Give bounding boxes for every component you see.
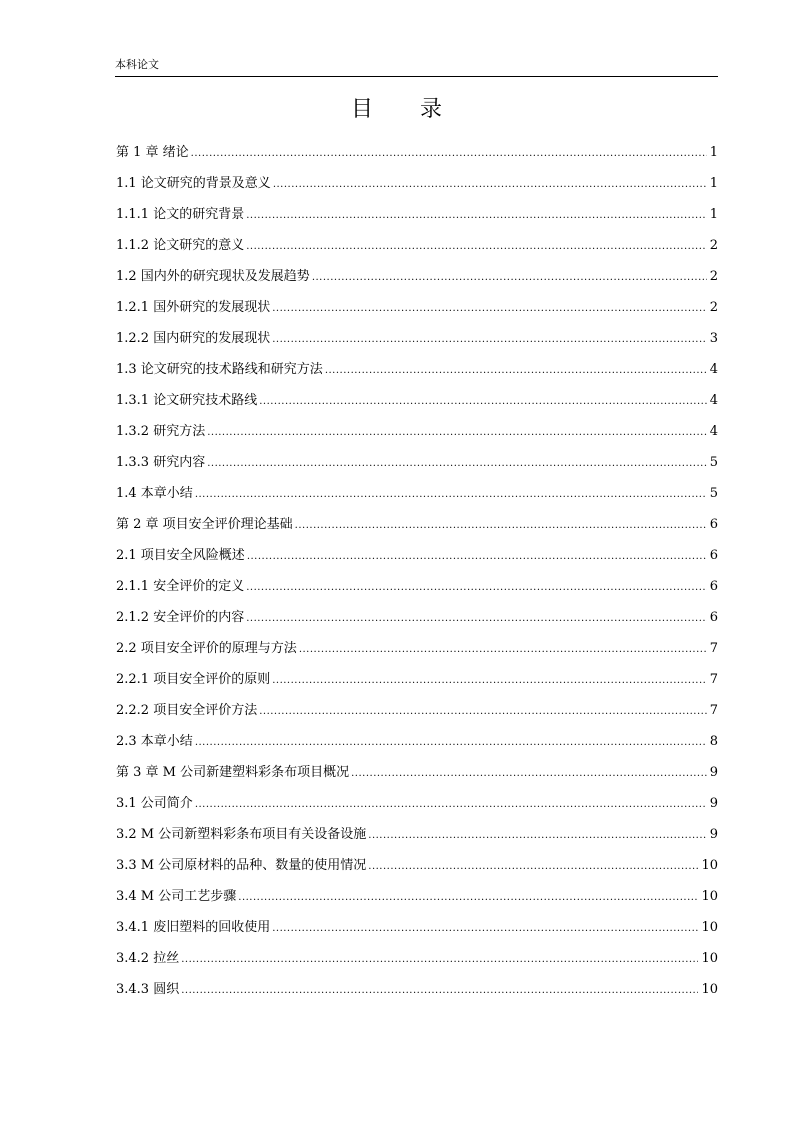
toc-entry-label: 3.2 M 公司新塑料彩条布项目有关设备设施 <box>116 827 367 842</box>
toc-entry[interactable] <box>116 979 718 1010</box>
toc-entry-label: 2.1.2 安全评价的内容 <box>116 610 245 625</box>
toc-leader-dots <box>247 546 707 568</box>
toc-entry-page: 10 <box>701 889 718 904</box>
toc-entry-label: 2.2.2 项目安全评价方法 <box>116 703 258 718</box>
toc-leader-dots <box>368 856 698 878</box>
toc-entry[interactable] <box>116 421 718 452</box>
toc-leader-dots <box>207 453 707 475</box>
toc-entry[interactable] <box>116 266 718 297</box>
toc-title: 目 录 <box>351 97 462 122</box>
toc-entry[interactable] <box>116 173 718 204</box>
toc-entry[interactable] <box>116 514 718 545</box>
toc-leader-dots <box>195 484 707 506</box>
toc-leader-dots <box>272 329 707 351</box>
toc-entry[interactable] <box>116 328 718 359</box>
toc-entry-label: 第 2 章 项目安全评价理论基础 <box>116 517 293 532</box>
toc-entry-page: 2 <box>709 300 718 315</box>
toc-entry-page: 6 <box>709 517 718 532</box>
toc-entry-page: 9 <box>709 827 718 842</box>
toc-leader-dots <box>195 794 707 816</box>
toc-entry-page: 6 <box>709 610 718 625</box>
toc-entry-label: 第 1 章 绪论 <box>116 145 189 160</box>
toc-entry[interactable] <box>116 762 718 793</box>
toc-entry-label: 1.2.2 国内研究的发展现状 <box>116 331 271 346</box>
toc-entry-label: 1.1.2 论文研究的意义 <box>116 238 245 253</box>
toc-leader-dots <box>195 732 707 754</box>
toc-entry[interactable] <box>116 204 718 235</box>
toc-entry[interactable] <box>116 607 718 638</box>
toc-entry-page: 8 <box>709 734 718 749</box>
toc-entry-page: 10 <box>701 858 718 873</box>
toc-leader-dots <box>181 980 698 1002</box>
toc-leader-dots <box>181 949 698 971</box>
toc-entry[interactable] <box>116 700 718 731</box>
toc-entry[interactable] <box>116 483 718 514</box>
toc-entry-label: 2.3 本章小结 <box>116 734 193 749</box>
toc-entry-page: 4 <box>709 393 718 408</box>
toc-entry[interactable] <box>116 948 718 979</box>
toc-entry-page: 1 <box>709 176 718 191</box>
toc-entry-label: 2.2 项目安全评价的原理与方法 <box>116 641 297 656</box>
toc-entry-label: 2.1.1 安全评价的定义 <box>116 579 245 594</box>
toc-entry-page: 2 <box>709 269 718 284</box>
toc-entry[interactable] <box>116 855 718 886</box>
toc-entry-page: 4 <box>709 362 718 377</box>
toc-leader-dots <box>246 577 707 599</box>
toc-entry-label: 1.3.3 研究内容 <box>116 455 206 470</box>
toc-leader-dots <box>238 887 698 909</box>
toc-entry[interactable] <box>116 545 718 576</box>
toc-leader-dots <box>312 267 707 289</box>
toc-entry[interactable] <box>116 669 718 700</box>
header-title: 本科论文 <box>115 58 159 71</box>
toc-entry-page: 1 <box>709 145 718 160</box>
toc-entry[interactable] <box>116 731 718 762</box>
toc-entry[interactable] <box>116 297 718 328</box>
toc-leader-dots <box>246 608 707 630</box>
toc-entry[interactable] <box>116 886 718 917</box>
toc-entry-label: 3.3 M 公司原材料的品种、数量的使用情况 <box>116 858 367 873</box>
toc-leader-dots <box>272 298 707 320</box>
toc-entry[interactable] <box>116 638 718 669</box>
toc-leader-dots <box>299 639 707 661</box>
toc-leader-dots <box>259 701 707 723</box>
toc-leader-dots <box>272 918 698 940</box>
toc-entry-page: 2 <box>709 238 718 253</box>
toc-leader-dots <box>207 422 707 444</box>
toc-entry-page: 9 <box>709 765 718 780</box>
toc-entry-page: 10 <box>701 982 718 997</box>
toc-leader-dots <box>272 670 707 692</box>
toc-leader-dots <box>368 825 706 847</box>
toc-entry-label: 3.4.1 废旧塑料的回收使用 <box>116 920 271 935</box>
toc-entry-page: 1 <box>709 207 718 222</box>
toc-entry-page: 10 <box>701 951 718 966</box>
toc-entry[interactable] <box>116 142 718 173</box>
toc-entry-label: 1.4 本章小结 <box>116 486 193 501</box>
toc-entry-label: 2.1 项目安全风险概述 <box>116 548 245 563</box>
toc-entry-label: 1.1.1 论文的研究背景 <box>116 207 245 222</box>
toc-entry-page: 6 <box>709 548 718 563</box>
toc-entry-page: 6 <box>709 579 718 594</box>
toc-entry[interactable] <box>116 359 718 390</box>
toc-entry-page: 7 <box>709 672 718 687</box>
toc-leader-dots <box>351 763 707 785</box>
toc-leader-dots <box>191 143 707 165</box>
toc-entry-label: 1.1 论文研究的背景及意义 <box>116 176 271 191</box>
toc-entry-label: 1.2.1 国外研究的发展现状 <box>116 300 271 315</box>
toc-entry-label: 3.4 M 公司工艺步骤 <box>116 889 237 904</box>
toc-entry-page: 4 <box>709 424 718 439</box>
toc-entry-page: 3 <box>709 331 718 346</box>
toc-leader-dots <box>273 174 707 196</box>
toc-entry-page: 7 <box>709 641 718 656</box>
toc-entry[interactable] <box>116 793 718 824</box>
toc-entry[interactable] <box>116 824 718 855</box>
toc-entry-label: 3.4.2 拉丝 <box>116 951 180 966</box>
toc-entry[interactable] <box>116 452 718 483</box>
toc-entry-label: 1.3.2 研究方法 <box>116 424 206 439</box>
toc-entry-label: 3.4.3 圆织 <box>116 982 180 997</box>
toc-entry-page: 5 <box>709 486 718 501</box>
toc-entry-page: 5 <box>709 455 718 470</box>
toc-entry-label: 2.2.1 项目安全评价的原则 <box>116 672 271 687</box>
toc-entry[interactable] <box>116 917 718 948</box>
toc-entry-label: 1.2 国内外的研究现状及发展趋势 <box>116 269 310 284</box>
page-header <box>115 56 718 77</box>
toc-leader-dots <box>295 515 707 537</box>
toc-entry-page: 7 <box>709 703 718 718</box>
toc-list <box>116 142 718 1010</box>
toc-entry[interactable] <box>116 235 718 266</box>
toc-entry-page: 10 <box>701 920 718 935</box>
toc-entry[interactable] <box>116 390 718 421</box>
toc-leader-dots <box>246 205 707 227</box>
toc-leader-dots <box>325 360 707 382</box>
toc-entry-label: 3.1 公司简介 <box>116 796 193 811</box>
toc-leader-dots <box>246 236 707 258</box>
toc-entry-label: 第 3 章 M 公司新建塑料彩条布项目概况 <box>116 765 350 780</box>
toc-entry-label: 1.3.1 论文研究技术路线 <box>116 393 258 408</box>
toc-entry-page: 9 <box>709 796 718 811</box>
toc-entry-label: 1.3 论文研究的技术路线和研究方法 <box>116 362 323 377</box>
toc-leader-dots <box>259 391 707 413</box>
toc-entry[interactable] <box>116 576 718 607</box>
